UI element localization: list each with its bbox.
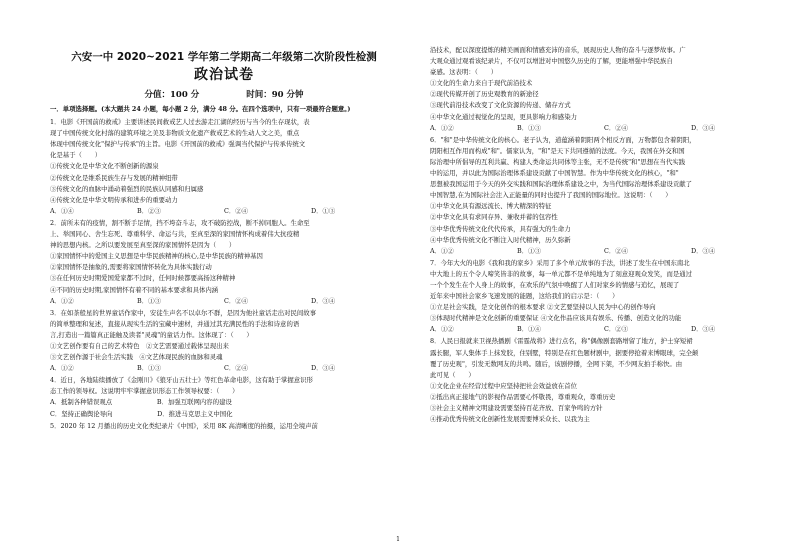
question-text-line: 态工作的领导权。这说明牢牢掌握意识形态工作领导权要：（ ） xyxy=(50,387,239,396)
statement-item: ③现代前沿技术改变了文化资源的传递、储存方式 xyxy=(430,101,571,110)
section-heading: 一．单项选择题。(本大题共 24 小题，每小题 2 分，满分 48 分。在四个选项中，只有一项最符合题意。) xyxy=(50,105,351,113)
question xyxy=(50,421,398,432)
question-text-line: 沿技术，配以深度提炼的精美画面和情感充沛的音乐，展现历史人物的奋斗与逐梦故事。广 xyxy=(430,46,686,54)
question-text-line: 上、举国同心、舍生忘死、尊重科学、命运与共，至真至深的家国情怀构成着伟大抗疫精 xyxy=(50,230,300,239)
question-text-line: 中国智慧,在为国际社会注入正能量的同时也提升了我国的国际地位。这说明：（ ） xyxy=(430,191,672,200)
statement-item: ②现代传媒开创了历史观教育的新途径 xyxy=(430,90,539,99)
statement-item: ④不同的历史时期,家国情怀有着不同的基本要求和具体内涵 xyxy=(50,285,219,294)
statement-item: ①传统文化是中华文化不断创新的源泉 xyxy=(50,162,159,171)
answer-options xyxy=(430,246,778,257)
question xyxy=(430,258,778,336)
question-text-line: 露长腿，军人集体手上抹发胶，住别墅，特别是在红色题材剧中，据要停抢着来博眼球，完全颠 xyxy=(430,348,699,357)
statement-item: ①文化的生命力来自于现代前沿技术 xyxy=(430,79,533,88)
question-text-line: 体现中国传统文化"保护与传承"的主旨。电影《开国前的救戒》强调当代保护与传承传统文 xyxy=(50,140,306,149)
statement-item: ①立足社会实践，是文化创作的根本要求 ②文艺要坚持以人民为中心的创作导向 xyxy=(430,303,656,312)
statement-item: ②中华文化具有求同存异、兼收并蓄的包容性 xyxy=(430,213,558,222)
question-text-line: 覆了历史观"，引发无数网友的共鸣。随后，该剧停播，全网下架，不少网友拍手称快。由 xyxy=(430,359,683,368)
question xyxy=(50,218,398,307)
answer-option: B．①③ xyxy=(137,364,161,373)
statement-item: ②家国情怀是抽象的,需要将家国情怀转化为具体实践行动 xyxy=(50,263,212,272)
exam-title: 六安一中 2020~2021 学年第二学期高二年级第二次阶段性检测 xyxy=(71,51,377,63)
answer-option: A．①② xyxy=(50,364,74,373)
answer-option: B．①③ xyxy=(517,123,541,132)
right-question-list xyxy=(430,45,778,425)
statement-item: ①中华文化具有源远流长、博大精深的特征 xyxy=(430,202,552,211)
question-text-line: 阴阳相互作用而构成"和"。儒家认为，"和"是天下共同遵循的法度。今天，我国在外交和国 xyxy=(430,146,685,155)
statement-item: ③社会主义精神文明建设需要坚持百花齐放、百家争鸣的方针 xyxy=(430,404,603,412)
statement-item: ①文化企业在经营过程中应坚持把社会效益放在首位 xyxy=(430,381,577,390)
statement-item: ③体现时代精神是文化创新的重要保证 ④文化作品应该具有娱乐、传播、创造文化的功能 xyxy=(430,314,682,323)
statement-item: ①文艺创作要有自己的艺术特色 ②文艺需要通过载体呈现出来 xyxy=(50,341,229,350)
question xyxy=(430,45,778,134)
statement-item: ③文艺创作源于社会生活实践 ④文艺体现民族的血脉和灵魂 xyxy=(50,353,223,362)
question-text-line: 现了中国传统文化村落的建筑环境之美及非物质文化遗产救戒艺术的生动人文之美，重点 xyxy=(50,129,300,138)
statement-item: ③在任何历史时期爱国爱家都不过时，任何时候都要高扬这种精神 xyxy=(50,274,236,283)
statement-item: ①家国情怀中的爱国主义思想是中华民族精神的核心,是中华民族的精神基因 xyxy=(50,252,263,261)
page-number: 1 xyxy=(396,536,400,543)
answer-option: D．③④ xyxy=(691,123,716,132)
statement-item: C．坚持正确舆论导向 D．推进马克思主义中国化 xyxy=(50,409,233,418)
answer-option: B．①③ xyxy=(517,246,541,255)
answer-option: D．③④ xyxy=(311,364,336,373)
question-text-line: 神的思想内核。之所以要发展至真至深的家国情怀是因为（ ） xyxy=(50,241,236,250)
question-text-line: 言,打造出一篇篇真正能触及读者"灵魂"的童话力作。这体现了：（ ） xyxy=(50,330,253,339)
right-column xyxy=(430,44,778,425)
answer-option: A．①④ xyxy=(50,206,74,215)
question-text-line: 4．近日，各地陆续播放了《金刚川》《狼牙山五壮士》等红色革命电影，这有助于掌握意识形 xyxy=(50,376,313,385)
question-text-line: 3．在如茶般星的世界童话作家中，安徒生声名不以卓尔不群，是因为他社童话走出对民间故事 xyxy=(50,308,317,317)
question-text-line: 2．前所未有的疫情，割不断手足情，挡不垮奋斗志，攻不破防控战，断不掉同胞人。生命至 xyxy=(50,218,310,227)
question xyxy=(50,308,398,375)
answer-option: A．①② xyxy=(430,325,454,334)
answer-option: D．③④ xyxy=(691,246,716,255)
answer-option: C．②④ xyxy=(224,206,249,215)
question-text-line: 大观众通过观看该纪录片，不仅可以增进对中国悠久历史的了解，更能增强中华民族自 xyxy=(430,57,673,66)
answer-options xyxy=(50,296,398,307)
question xyxy=(50,117,398,217)
statement-item: ④中华文化通过视觉化的呈现，更具影响力和感染力 xyxy=(430,112,577,121)
answer-options xyxy=(430,324,778,335)
question-text-line: 的简单整理和复述，直接从现实生活的宝藏中速材，并通过其充满民性的手法和诗意的语 xyxy=(50,319,300,328)
statement-item: ④传统文化是中华文明传承和进步的重要动力 xyxy=(50,195,178,204)
question-text-line: 中的运用，并以此为国际治理体系建设贡献了中国智慧。作为中华传统文化的核心，"和" xyxy=(430,169,679,178)
statement-item: ②传统文化是维系民族生存与发展的精神纽带 xyxy=(50,173,178,182)
question-text-line: 1．电影《开国前的救戒》主要讲述民间救戒艺人过去游走江湖的经历与当今的生存现状，表 xyxy=(50,118,310,127)
statement-item: ③中华优秀传统文化代代传承，具有强大的生命力 xyxy=(430,224,571,233)
answer-option: A．①② xyxy=(50,296,74,305)
left-question-list xyxy=(50,117,398,432)
question xyxy=(430,336,778,425)
question xyxy=(430,135,778,257)
question-text-line: 5．2020 年 12 月播出的历史文化类纪录片《中国》，采用 8K 高清晰度的拍摄，运用全境声前 xyxy=(50,421,318,430)
answer-option: D．①③ xyxy=(311,206,336,215)
answer-option: B．②③ xyxy=(137,206,161,215)
answer-option: D．③④ xyxy=(691,325,716,334)
question-text-line: 7．今年大火的电影《我和我的家乡》采用了多个单元故事的手法，讲述了发生在中国东南北 xyxy=(430,258,690,267)
statement-item: ③传统文化的血脉中涌动着强烈的民族认同感和归属感 xyxy=(50,184,204,193)
question-text-line: 豪感。这表明：（ ） xyxy=(430,68,498,77)
statement-item: ②抵出真正接地气的影视作品需要心怀敬畏，尊重观众，尊重历史 xyxy=(430,392,616,401)
question-text-line: 际治理中所倡导的互利共赢、构建人类命运共同体等主张，无不是传统"和"思想在当代实践 xyxy=(430,157,686,166)
answer-option: A．①② xyxy=(430,246,454,255)
question xyxy=(50,375,398,419)
question-text-line: 思想被我国运用于今天的外交实践和国际治理体系建设之中，为当代国际治理体系建设贡献了 xyxy=(430,180,693,189)
question-text-line: 此可见（ ） xyxy=(430,370,475,379)
statement-item: A．抵制各种错误观点 B．加强互联网内容的建设 xyxy=(50,398,232,407)
question-text-line: 近年来中国社会家乡飞速发展的能题，这给我们的启示是：（ ） xyxy=(430,292,619,301)
answer-option: A．①② xyxy=(430,123,454,132)
score-time-line xyxy=(50,87,398,103)
question-text-line: 化是基于（ ） xyxy=(50,151,102,160)
answer-option: D．③④ xyxy=(311,296,336,305)
answer-option: C．②④ xyxy=(224,364,249,373)
statement-item: ④中华优秀传统文化不断注入时代精神，历久弥新 xyxy=(430,235,571,244)
answer-options xyxy=(50,363,398,374)
question-text-line: 6．"和"是中华传统文化的核心。老子认为，道蕴涵着阴阳两个相反方面，万物都包含着阴阳， xyxy=(430,135,696,144)
answer-option: C．②③ xyxy=(604,325,629,334)
answer-options xyxy=(50,206,398,217)
answer-option: B．①④ xyxy=(517,325,541,334)
answer-option: B．①③ xyxy=(137,296,161,305)
time-label: 时间：90 分钟 xyxy=(246,90,304,100)
answer-option: C．②④ xyxy=(604,123,629,132)
statement-item: ④推动优秀传统文化创新性发展需要博采众长、以我为主 xyxy=(430,415,590,424)
question-text-line: 中大地上的五个令人啼笑皆非的故事，每一单元都不是单纯地为了刻意迎观众发笑，而是通过 xyxy=(430,269,693,278)
exam-subtitle: 政治试卷 xyxy=(194,67,254,83)
question-text-line: 一个个发生在个人身上的故事，在欢乐的气氛中唤醒了人们对家乡的情感与追忆，展现了 xyxy=(430,280,680,289)
answer-options xyxy=(430,123,778,134)
score-label: 分值：100 分 xyxy=(144,90,200,100)
left-column xyxy=(50,40,398,432)
question-text-line: 8．人民日报就来卫视热播剧《雷霆战将》进行点名，称"偶像剧套路增留了地方，护士穿短裙 xyxy=(430,337,693,346)
answer-option: C．②④ xyxy=(224,296,249,305)
answer-option: C．②④ xyxy=(604,246,629,255)
